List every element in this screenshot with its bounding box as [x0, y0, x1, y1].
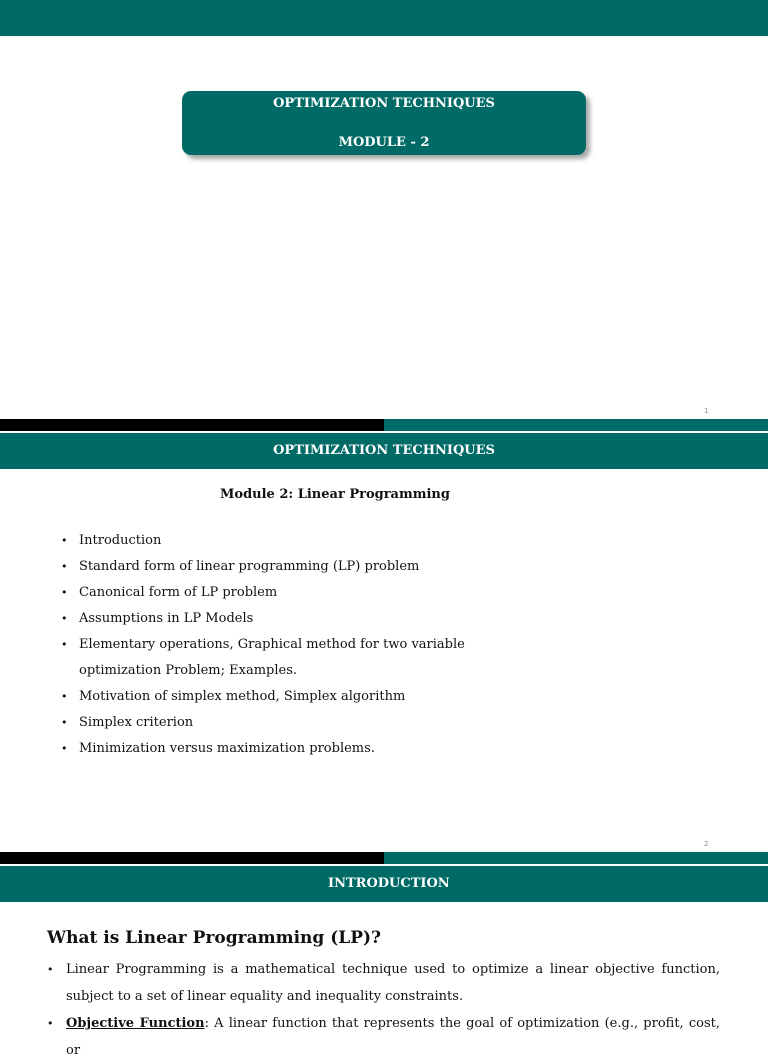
slide3-header-title: INTRODUCTION: [328, 876, 450, 891]
slide-separator-teal: [384, 419, 768, 431]
slide-separator-black: [0, 852, 384, 864]
slide1-top-bar: [0, 0, 768, 36]
slide-separator-black: [0, 419, 384, 431]
slide2-subtitle: Module 2: Linear Programming: [220, 487, 450, 502]
slide3-heading: What is Linear Programming (LP)?: [47, 928, 381, 948]
slide3-bullet: • Linear Programming is a mathematical technique used to optimize a linear objective function, subject to a set of linear equality and inequality constraints.: [46, 956, 720, 1010]
slide2-page-number: 2: [704, 840, 709, 848]
slide2-header: OPTIMIZATION TECHNIQUES: [0, 433, 768, 469]
topic-item: • Simplex criterion: [58, 710, 478, 736]
slide3-bullet: [46, 1010, 720, 1064]
slide1-module: MODULE - 2: [338, 135, 430, 150]
topic-item: • Assumptions in LP Models: [58, 606, 478, 632]
topic-item: • Introduction: [58, 528, 478, 554]
slide1-title-box: [182, 91, 586, 155]
objective-function-term: Objective Function: [66, 1016, 205, 1031]
slide1-page-number: 1: [704, 407, 709, 415]
slide3-header: [0, 866, 768, 902]
slide2-topic-list: [58, 528, 478, 762]
topic-item: • Motivation of simplex method, Simplex algorithm: [58, 684, 478, 710]
slide-separator-teal: [384, 852, 768, 864]
slide1-title: OPTIMIZATION TECHNIQUES: [273, 96, 495, 111]
slide3-bullet-list: [46, 956, 720, 1064]
topic-item: • Elementary operations, Graphical method for two variable optimization Problem; Examples.: [58, 632, 478, 684]
topic-item: • Standard form of linear programming (LP) problem: [58, 554, 478, 580]
topic-item: • Minimization versus maximization problems.: [58, 736, 478, 762]
topic-item: • Canonical form of LP problem: [58, 580, 478, 606]
objective-function-text: : A linear function that represents the goal of optimization (e.g., profit, cost, or: [66, 1016, 721, 1058]
